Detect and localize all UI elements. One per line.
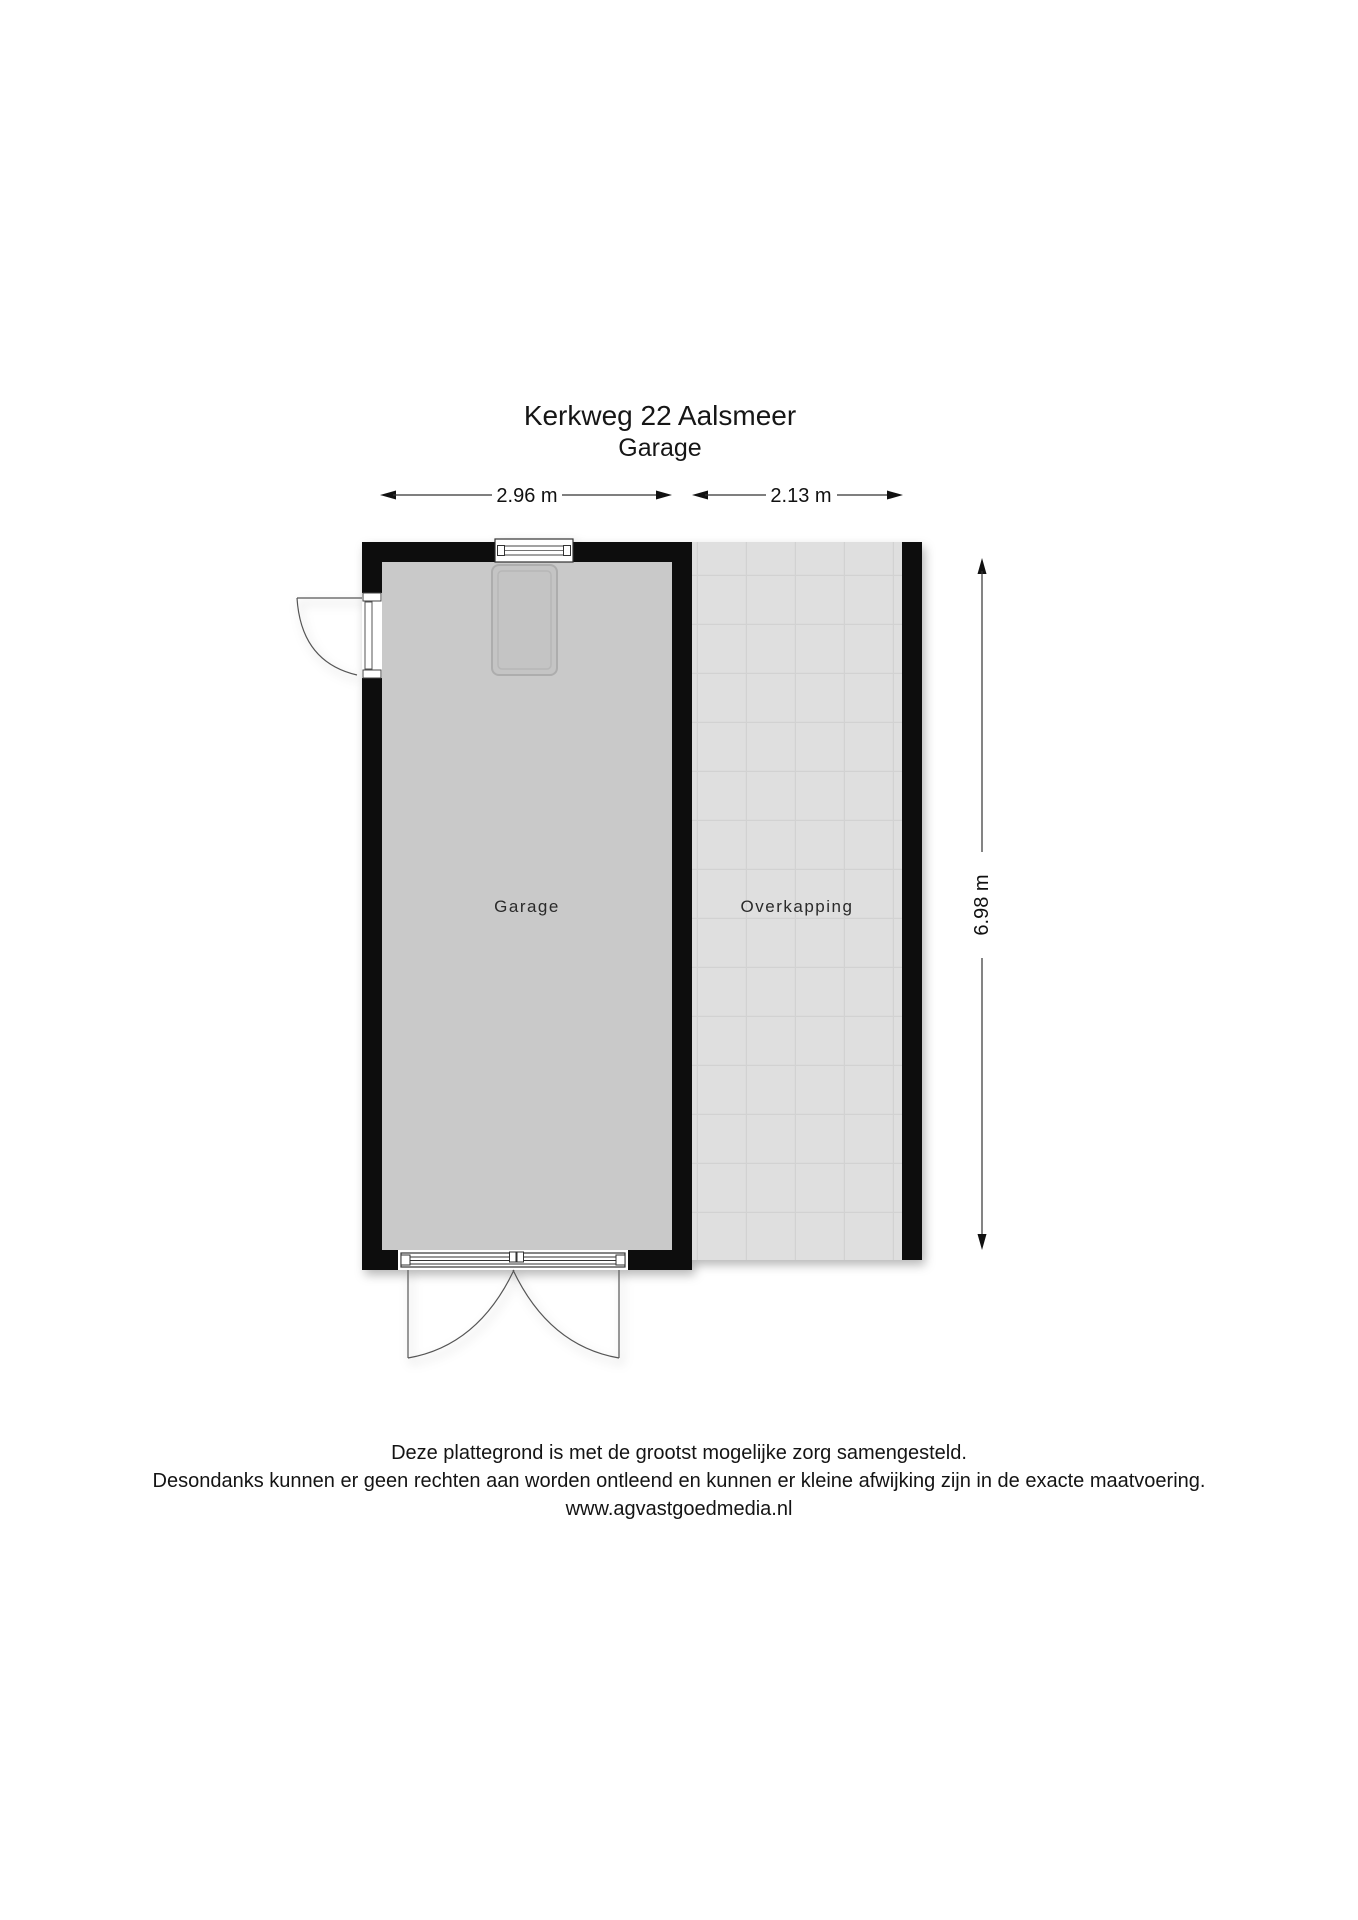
wall-right — [672, 542, 692, 1270]
page-subtitle: Garage — [618, 433, 702, 462]
disclaimer-url: www.agvastgoedmedia.nl — [565, 1498, 793, 1520]
arrow-down-icon — [978, 1234, 987, 1250]
dimension-garage-width — [380, 485, 672, 507]
fixture-rectangle-icon — [492, 565, 557, 675]
room-label-overkapping: Overkapping — [740, 897, 854, 916]
page-title: Kerkweg 22 Aalsmeer — [523, 400, 797, 431]
plan-body — [297, 539, 922, 1358]
double-door-swing-icon — [398, 1250, 628, 1358]
room-label-garage: Garage — [494, 897, 560, 916]
dimension-overkapping-width — [692, 485, 903, 507]
window-icon — [495, 539, 573, 562]
door-swing-icon — [297, 593, 382, 678]
dimension-depth — [971, 558, 993, 1250]
disclaimer-block — [0, 1439, 1358, 1523]
dimension-label: 2.96 m — [496, 485, 558, 507]
overkapping-right-wall — [902, 542, 922, 1260]
disclaimer-line-2: Desondanks kunnen er geen rechten aan worden ontleend en kunnen er kleine afwijking zijn in de exacte maatvoering. — [152, 1470, 1206, 1492]
dimension-label: 6.98 m — [971, 874, 993, 936]
arrow-right-icon — [656, 491, 672, 500]
disclaimer-line-1: Deze plattegrond is met de grootst mogelijke zorg samengesteld. — [391, 1442, 967, 1464]
dimension-label: 2.13 m — [770, 485, 832, 507]
arrow-right-icon — [887, 491, 903, 500]
